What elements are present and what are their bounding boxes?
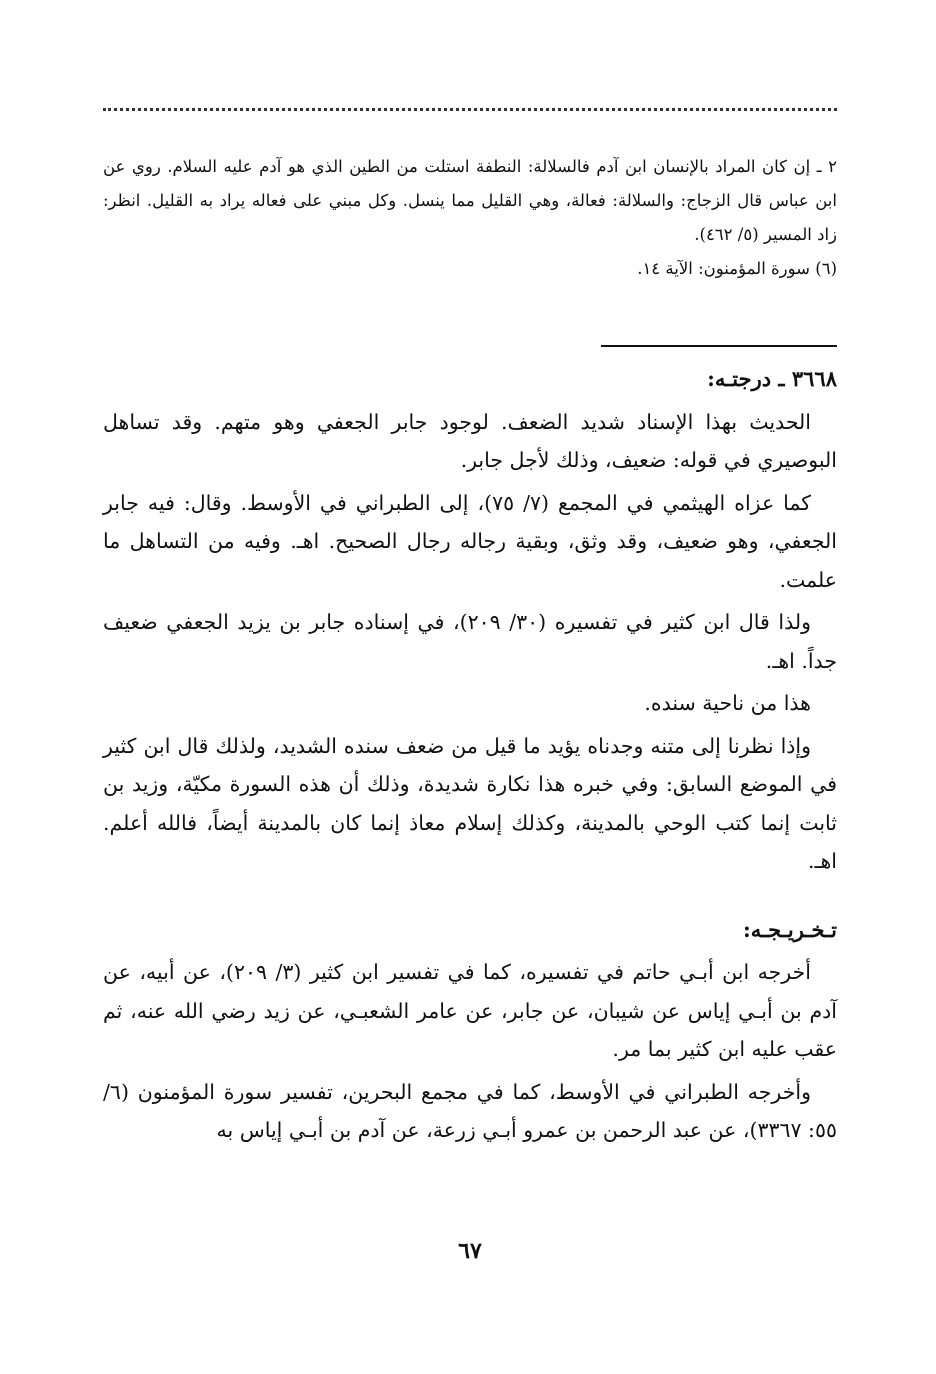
footnote-dotted-separator [103,108,837,120]
section-separator-line [601,345,837,347]
page-number: ٦٧ [458,1238,482,1264]
grade-paragraph: ولذا قال ابن كثير في تفسيره (٣٠/ ٢٠٩)، في إسناده جابر بن يزيد الجعفي ضعيف جداً. اهـ. [103,610,837,673]
footnote-2: ٢ ـ إن كان المراد بالإنسان ابن آدم فالسلالة: النطفة استلت من الطين الذي هو آدم عليه السلام. روي عن ابن عباس قال الزجاج: والسلالة: فعالة، وهي القليل مما ينسل. وكل مبني على فعاله يراد به القليل. انظر: زاد المسير (٥/ ٤٦٢). [103,157,837,244]
takhrij-paragraph: وأخرجه الطبراني في الأوسط، كما في مجمع البحرين، تفسير سورة المؤمنون (٦/ ٥٥: ٣٣٦٧)، عن عبد الرحمن بن عمرو أبـي زرعة، عن آدم بن أبـي إياس به [103,1079,837,1142]
takhrij-paragraph: أخرجه ابن أبـي حاتم في تفسيره، كما في تفسير ابن كثير (٣/ ٢٠٩)، عن أبيه، عن آدم بن أبـي إياس عن شيبان، عن جابر، عن عامر الشعبـي، عن زيد رضي الله عنه، ثم عقب عليه ابن كثير بما مر. [103,960,837,1061]
grade-heading: ٣٦٦٨ ـ درجتـه: [707,366,837,391]
grade-paragraph: الحديث بهذا الإسناد شديد الضعف. لوجود جابر الجعفي وهو متهم. وقد تساهل البوصيري في قوله: ضعيف، وذلك لأجل جابر. [103,409,837,472]
takhrij-heading: تـخـريـجـه: [742,916,837,942]
grade-paragraph: وإذا نظرنا إلى متنه وجدناه يؤيد ما قيل من ضعف سنده الشديد، ولذلك قال ابن كثير في الموضع السابق: وفي خبره هذا نكارة شديدة، وذلك أن هذه السورة مكيّة، وزيد بن ثابت إنما كتب الوحي بالمدينة، وكذلك إسلام معاذ إنما كان بالمدينة أيضاً، فالله أعلم. اهـ. [103,733,837,873]
grade-paragraph: هذا من ناحية سنده. [644,691,811,715]
main-text [103,360,837,1154]
book-page [103,0,837,1374]
footnote-6: (٦) سورة المؤمنون: الآية ١٤. [637,259,837,278]
footnotes-block [103,150,837,286]
grade-paragraph: كما عزاه الهيثمي في المجمع (٧/ ٧٥)، إلى الطبراني في الأوسط. وقال: فيه جابر الجعفي، وهو ضعيف، وقد وثق، وبقية رجاله رجال الصحيح. اهـ. وفيه من التساهل ما علمت. [103,490,837,592]
